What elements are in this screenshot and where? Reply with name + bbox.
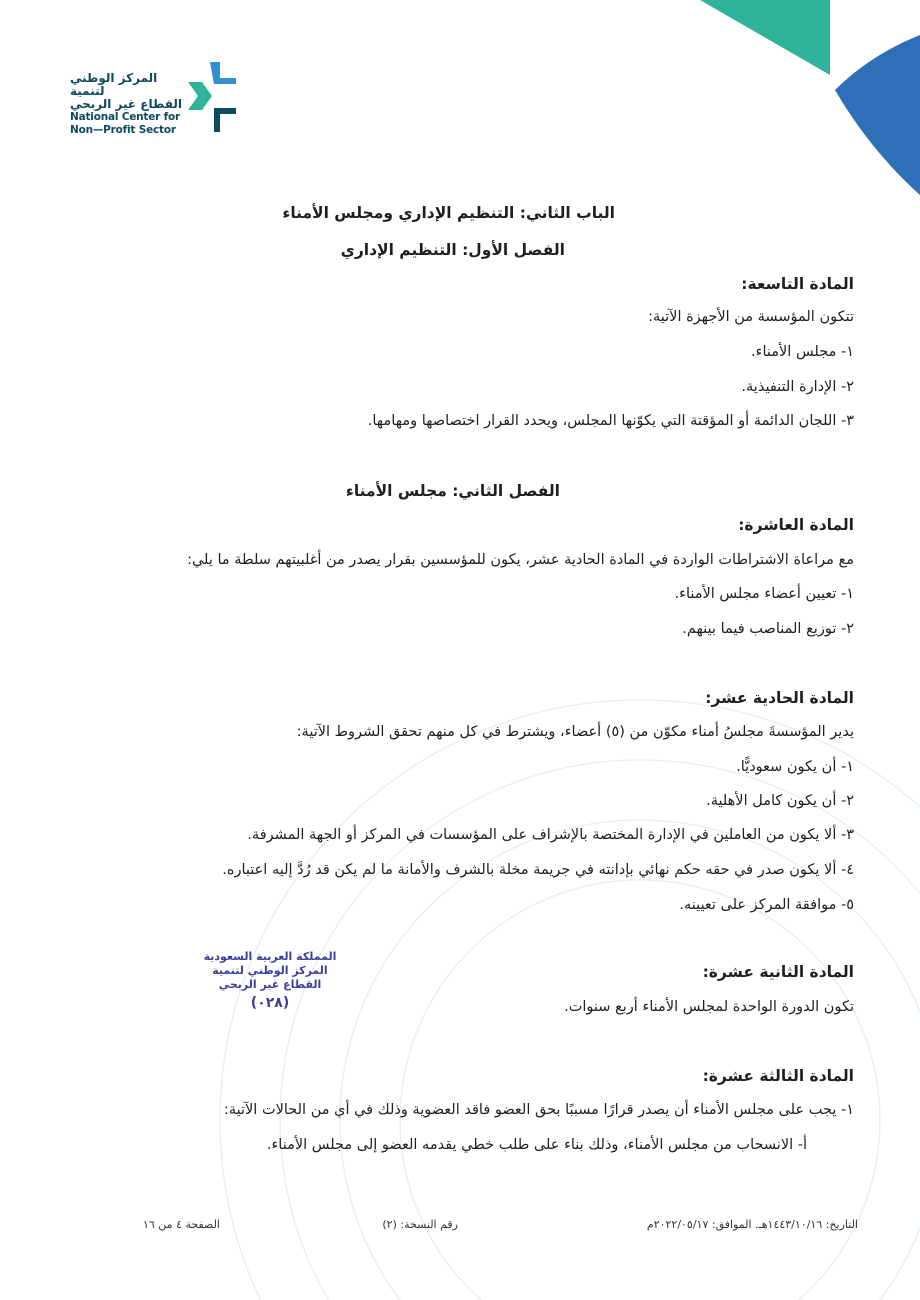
stamp-number: (٠٢٨) <box>250 995 290 1011</box>
footer-page-number: الصفحة ٤ من ١٦ <box>142 1218 220 1231</box>
article10-heading: المادة العاشرة: <box>738 516 854 534</box>
article9-item-3: ٣- اللجان الدائمة أو المؤقتة التي يكوّنها المجلس، ويحدد القرار اختصاصها ومهامها. <box>367 413 854 429</box>
article9-heading: المادة التاسعة: <box>741 275 854 293</box>
article11-item-2: ٢- أن يكون كامل الأهلية. <box>706 793 854 809</box>
article11-heading: المادة الحادية عشر: <box>705 689 854 707</box>
footer-version: رقم النسخة: (٢) <box>382 1218 458 1231</box>
article11-item-3: ٣- ألا يكون من العاملين في الإدارة المختصة بالإشراف على المؤسسات في المركز أو الجهة المشرفة. <box>247 827 854 843</box>
stamp-line1: المملكة العربية السعودية <box>203 950 337 963</box>
footer-date: التاريخ: ١٤٤٣/١٠/١٦هـ. الموافق: ٢٠٢٢/٠٥/١٧م <box>646 1218 858 1231</box>
logo-english-line2: Non—Profit Sector <box>70 124 176 136</box>
article11-intro: يدير المؤسسةَ مجلسُ أمناء مكوّن من (٥) أعضاء، ويشترط في كل منهم تحقق الشروط الآتية: <box>296 724 854 740</box>
article10-item-2: ٢- توزيع المناصب فيما بينهم. <box>682 621 854 637</box>
article9-item-2: ٢- الإدارة التنفيذية. <box>741 379 854 395</box>
logo-arabic-line1: المركز الوطني لتنمية <box>70 71 158 98</box>
article12-heading: المادة الثانية عشرة: <box>702 963 854 981</box>
ncnp-logo-mark-icon <box>188 60 243 135</box>
part-title: الباب الثاني: التنظيم الإداري ومجلس الأمناء <box>282 204 615 222</box>
article11-item-5: ٥- موافقة المركز على تعيينه. <box>679 897 854 913</box>
logo-text <box>70 72 188 137</box>
article9-item-1: ١- مجلس الأمناء. <box>751 344 854 360</box>
stamp-line2: المركز الوطني لتنمية <box>212 964 328 977</box>
logo-english-line1: National Center for <box>70 111 180 123</box>
article10-item-1: ١- تعيين أعضاء مجلس الأمناء. <box>674 586 854 602</box>
article9-intro: تتكون المؤسسة من الأجهزة الآتية: <box>648 309 854 325</box>
official-stamp <box>200 950 340 1010</box>
stamp-line3: القطاع غير الربحي <box>218 978 322 991</box>
logo-arabic-line2: القطاع غير الربحي <box>70 97 182 111</box>
article13-sub-a: أ- الانسحاب من مجلس الأمناء، وذلك بناء على طلب خطي يقدمه العضو إلى مجلس الأمناء. <box>266 1137 807 1153</box>
article11-item-1: ١- أن يكون سعوديًّا. <box>736 759 854 775</box>
article10-intro: مع مراعاة الاشتراطات الواردة في المادة الحادية عشر، يكون للمؤسسين بقرار يصدر من أغلبيتهم سلطة ما يلي: <box>187 552 854 568</box>
article11-item-4: ٤- ألا يكون صدر في حقه حكم نهائي بإدانته في جريمة مخلة بالشرف والأمانة ما لم يكن قد رُدَّ إليه اعتباره. <box>222 862 854 878</box>
chapter2-title: الفصل الثاني: مجلس الأمناء <box>345 482 560 500</box>
article13-item-1: ١- يجب على مجلس الأمناء أن يصدر قرارًا مسببًا بحق العضو فاقد العضوية وذلك في أي من الحالات الآتية: <box>223 1102 854 1118</box>
ncnp-logo <box>70 60 245 135</box>
chapter1-title: الفصل الأول: التنظيم الإداري <box>340 241 565 259</box>
article13-heading: المادة الثالثة عشرة: <box>702 1067 854 1085</box>
article12-text: تكون الدورة الواحدة لمجلس الأمناء أربع سنوات. <box>564 999 854 1015</box>
